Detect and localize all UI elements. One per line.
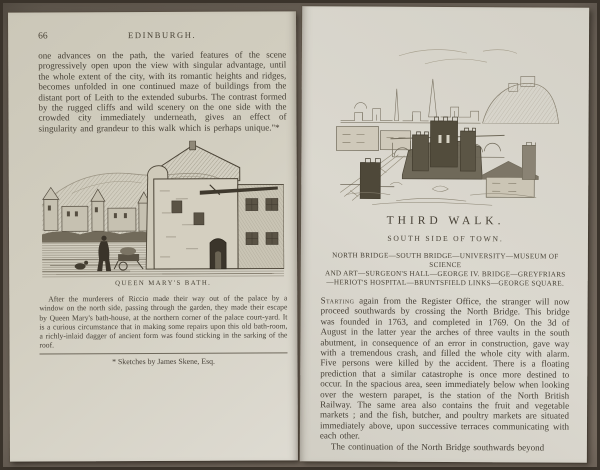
contents-summary: [321, 251, 570, 288]
page-number: 66: [38, 31, 48, 42]
paragraph-lead-word: Starting: [320, 295, 355, 306]
walk-title: THIRD WALK.: [386, 214, 505, 228]
contents-line: NORTH BRIDGE—SOUTH BRIDGE—UNIVERSITY—MUSEUM OF SCIENCE: [332, 251, 559, 270]
paragraph-continuation: again from the Register Office, the stranger will now proceed southwards by crossing the North Bridge. This bridge was founded in 1763, and completed in 1769. On the 3d of August in the latter year the arches of three vaults in the south abutment, in consequence of an error in construction, gave way with a tremendous crash, and filled the whole city with alarm. Five persons were killed by the accident. There is a floating prediction that a similar catastrophe is once more destined to occur. In the spacious area, seen immediately below when looking over the western parapet, is the station of the North British Railway. The same area also contains the fruit and vegetable markets ; and the fish, butcher, and poultry markets are situated immediately above, upon successive terraces communicating with each other.: [319, 295, 570, 441]
left-page-header: [38, 29, 286, 41]
left-body-paragraph: one advances on the path, the varied features of the scene progressively open upon the view with singular advantage, until the whole extent of the city, with its romantic heights and ridges, becomes unfolded in one continued maze of buildings from the distant port of Leith to the extended suburbs. The contrast formed by the rugged cliffs and wild scenery on the one side with the crowded city immediately underneath, gives an effect of singularity and grandeur to this walk which is perhaps unique."*: [38, 49, 287, 134]
foreground-houses: [482, 142, 538, 197]
right-body-paragraph-1: [320, 295, 570, 442]
caption-note: After the murderers of Riccio made their way out of the palace by a window on the north side, passing through the garden, they made their escape by Queen Mary's bath-house, at the northern corner of the palace court-yard. It is a curious circumstance that in making some repairs upon this old bath-room, a richly-inlaid dagger of ancient form was found sticking in the sarking of the roof.: [39, 293, 288, 350]
right-page: [300, 6, 589, 462]
running-head: EDINBURGH.: [128, 29, 197, 41]
edinburgh-vignette-engraving: [332, 42, 561, 209]
city-skyline: [340, 75, 558, 123]
left-page: [8, 11, 298, 461]
walk-subtitle: SOUTH SIDE OF TOWN.: [387, 233, 504, 244]
footnote: * Sketches by James Skene, Esq.: [112, 357, 216, 367]
sky-lines: [398, 49, 516, 64]
right-body-paragraph-2: The continuation of the North Bridge southwards beyond: [330, 441, 545, 453]
queen-marys-bath-engraving: [42, 141, 285, 279]
contents-line: —HERIOT'S HOSPITAL—BRUNTSFIELD LINKS—GEORGE SQUARE.: [326, 278, 565, 288]
bath-house: [146, 141, 285, 270]
footnote-rule: [40, 353, 288, 355]
illustration-caption: QUEEN MARY'S BATH.: [115, 279, 212, 288]
contents-line: AND ART—SURGEON'S HALL—GEORGE IV. BRIDGE—GREYFRIARS: [324, 269, 566, 279]
